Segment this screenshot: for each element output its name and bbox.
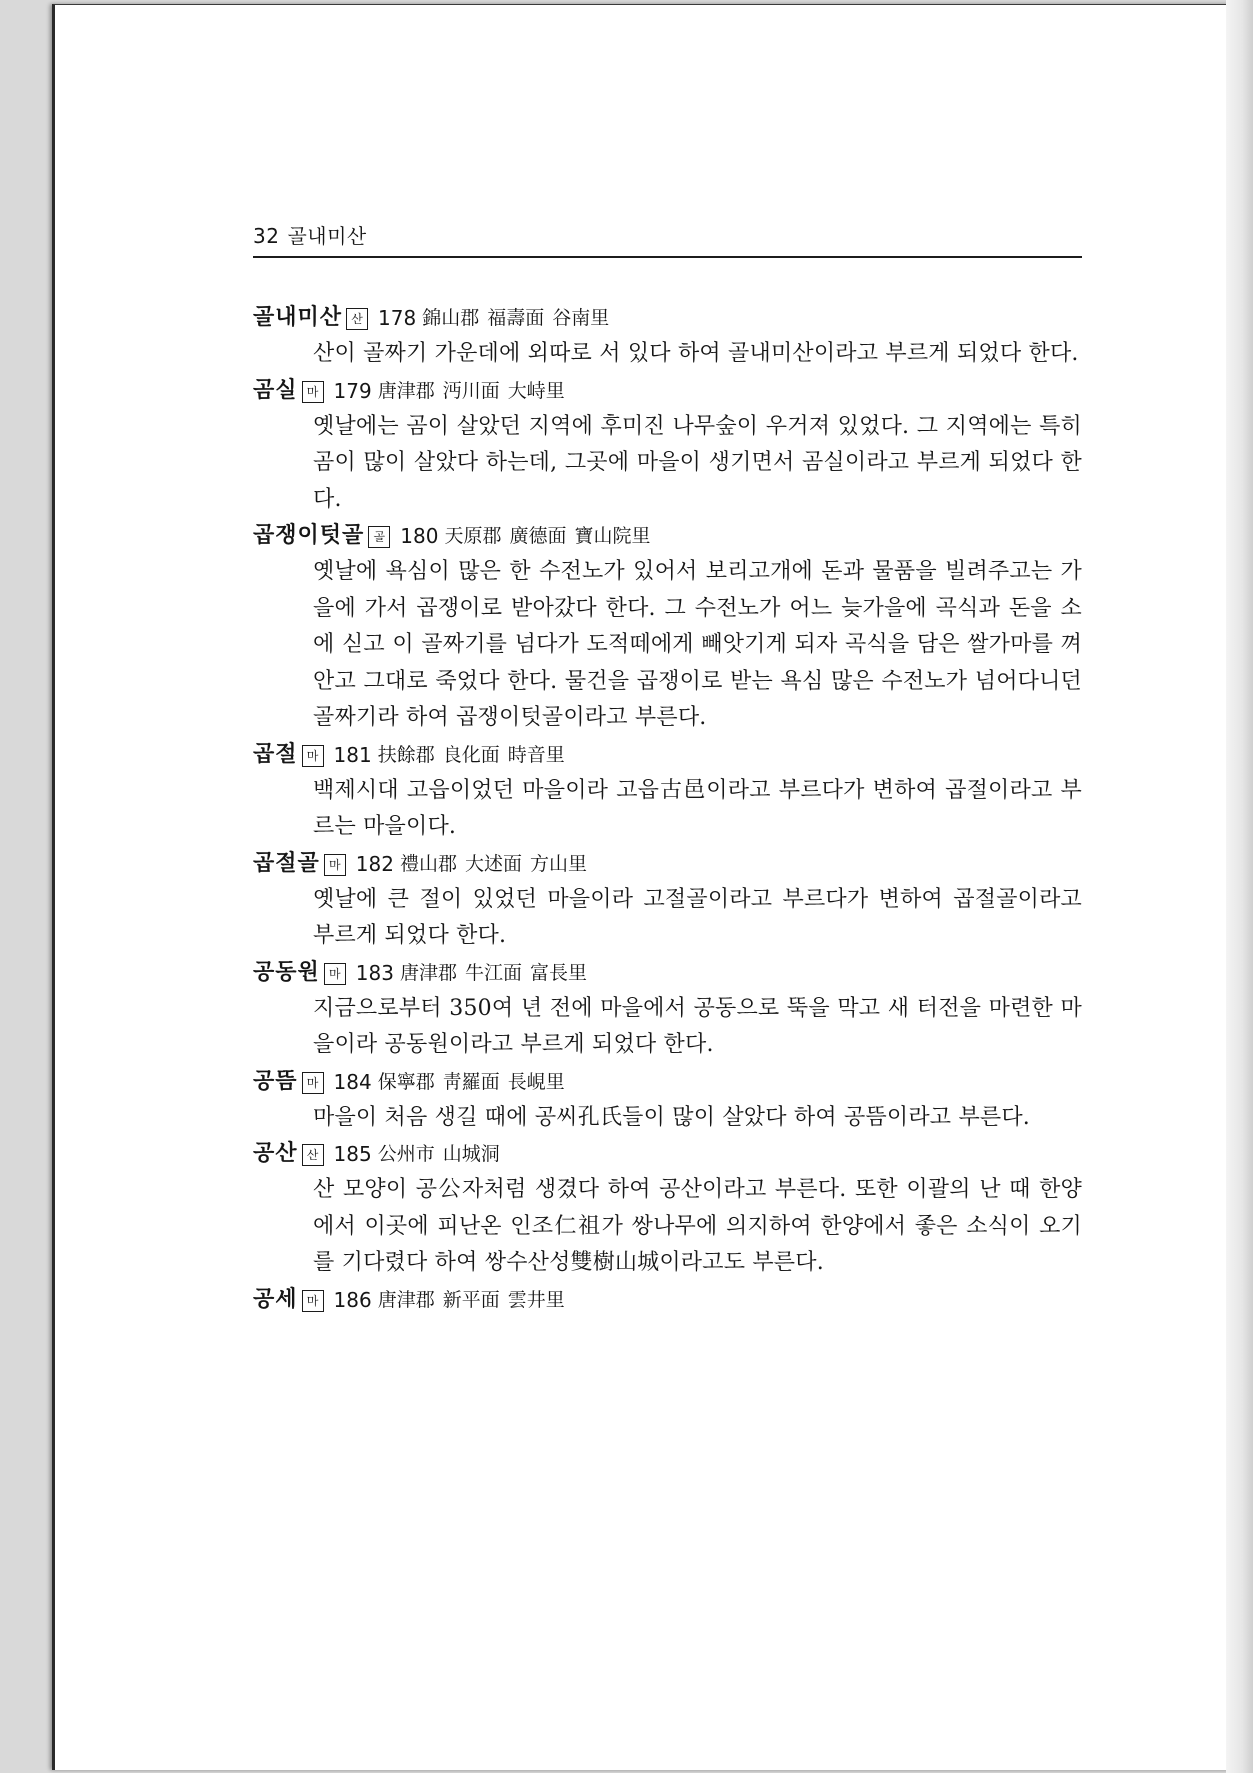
dictionary-entry	[253, 300, 1082, 373]
category-icon: 마	[302, 381, 324, 403]
dictionary-entry	[253, 1136, 1082, 1282]
entry-county: 唐津郡	[399, 961, 457, 984]
entry-text: 백제시대 고읍이었던 마을이라 고읍古邑이라고 부르다가 변하여 곱절이라고 부르는 마을이다.	[313, 777, 1082, 839]
category-icon: 마	[302, 1290, 324, 1312]
entry-text: 옛날에는 곰이 살았던 지역에 후미진 나무숲이 우거져 있었다. 그 지역에는 특히 곰이 많이 살았다 하는데, 그곳에 마을이 생기면서 곰실이라고 부르게 되었다 한다.	[313, 413, 1082, 512]
category-icon: 골	[368, 526, 390, 548]
entry-text: 마을이 처음 생길 때에 공씨孔氏들이 많이 살았다 하여 공뜸이라고 부른다.	[313, 1104, 1030, 1130]
category-icon: 산	[302, 1144, 324, 1166]
entry-headword: 곱쟁이텃골	[253, 523, 365, 548]
entry-village: 時音里	[507, 743, 565, 766]
entry-headline	[253, 373, 1082, 409]
entry-headword: 공뜸	[253, 1068, 298, 1094]
entry-village: 大峙里	[507, 379, 565, 402]
entry-township: 良化面	[442, 743, 500, 766]
entry-headword: 골내미산	[253, 305, 343, 330]
entry-county: 扶餘郡	[377, 743, 435, 766]
entry-county: 唐津郡	[377, 379, 435, 402]
entry-number: 183	[355, 960, 394, 985]
entry-township: 廣德面	[509, 525, 567, 547]
entry-county: 錦山郡	[422, 307, 480, 329]
dictionary-entry	[253, 737, 1082, 846]
dictionary-entry	[253, 1064, 1082, 1137]
entry-village: 方山里	[529, 852, 587, 875]
entry-county: 禮山郡	[399, 852, 457, 875]
dictionary-entry	[253, 1282, 1082, 1318]
entry-village: 長峴里	[507, 1070, 565, 1093]
entry-county: 天原郡	[444, 525, 502, 547]
entry-headword: 공세	[253, 1286, 298, 1312]
entry-number: 180	[400, 524, 439, 548]
entry-number: 186	[333, 1287, 372, 1312]
dictionary-entry	[253, 518, 1082, 737]
entry-headword: 공동원	[253, 959, 320, 985]
entry-text: 산 모양이 공公자처럼 생겼다 하여 공산이라고 부른다. 또한 이괄의 난 때 한양에서 이곳에 피난온 인조仁祖가 쌍나무에 의지하여 한양에서 좋은 소식이 오기를 기다렸다 하여 쌍수산성雙樹山城이라고도 부른다.	[313, 1177, 1082, 1275]
entry-headline	[253, 737, 1082, 773]
entry-list	[253, 300, 1082, 1318]
entry-number: 181	[333, 742, 372, 767]
page-content	[253, 222, 1082, 1318]
entry-county: 保寧郡	[377, 1070, 435, 1093]
entry-headword: 곱절골	[253, 850, 320, 876]
entry-headline	[253, 846, 1082, 882]
entry-township: 沔川面	[442, 379, 500, 402]
entry-headline	[253, 1282, 1082, 1318]
entry-township: 新平面	[442, 1288, 500, 1311]
entry-headword: 곰실	[253, 377, 298, 403]
entry-headword: 공산	[253, 1141, 298, 1166]
entry-headline	[253, 518, 1082, 554]
entry-township: 山城洞	[442, 1143, 500, 1165]
entry-village: 寶山院里	[574, 525, 651, 547]
category-icon: 마	[324, 854, 346, 876]
entry-headword: 곱절	[253, 741, 298, 767]
page-number: 32	[253, 224, 280, 248]
entry-township: 大述面	[464, 852, 522, 875]
category-icon: 마	[302, 1072, 324, 1094]
entry-text: 지금으로부터 350여 년 전에 마을에서 공동으로 뚝을 막고 새 터전을 마련한 마을이라 공동원이라고 부르게 되었다 한다.	[313, 995, 1082, 1057]
category-icon: 마	[324, 963, 346, 985]
entry-text: 옛날에 욕심이 많은 한 수전노가 있어서 보리고개에 돈과 물품을 빌려주고는 가을에 가서 곱쟁이로 받아갔다 한다. 그 수전노가 어느 늦가을에 곡식과 돈을 소에 싣고 이 골짜기를 넘다가 도적떼에게 빼앗기게 되자 곡식을 담은 쌀가마를 껴안고 그대로 죽었다 한다. 물건을 곱쟁이로 받는 욕심 많은 수전노가 넘어다니던 골짜기라 하여 곱쟁이텃골이라고 부른다.	[313, 559, 1082, 730]
running-head	[253, 222, 1082, 258]
entry-headline	[253, 1136, 1082, 1172]
dictionary-entry	[253, 846, 1082, 955]
entry-number: 184	[333, 1069, 372, 1094]
entry-headline	[253, 1064, 1082, 1100]
entry-number: 185	[333, 1142, 372, 1166]
section-title: 골내미산	[287, 224, 367, 248]
entry-text: 옛날에 큰 절이 있었던 마을이라 고절골이라고 부르다가 변하여 곱절골이라고 부르게 되었다 한다.	[313, 886, 1082, 948]
entry-county: 唐津郡	[377, 1288, 435, 1311]
dictionary-entry	[253, 955, 1082, 1064]
dictionary-entry	[253, 373, 1082, 519]
page-edge	[1226, 0, 1253, 1773]
entry-village: 雲井里	[507, 1288, 565, 1311]
entry-township: 福壽面	[487, 307, 545, 329]
entry-township: 靑羅面	[442, 1070, 500, 1093]
entry-number: 178	[378, 306, 417, 330]
entry-number: 179	[333, 378, 372, 403]
entry-number: 182	[355, 851, 394, 876]
entry-headline	[253, 955, 1082, 991]
category-icon: 산	[346, 308, 368, 330]
entry-county: 公州市	[377, 1143, 435, 1165]
entry-text: 산이 골짜기 가운데에 외따로 서 있다 하여 골내미산이라고 부르게 되었다 한다.	[313, 341, 1079, 366]
entry-headline	[253, 300, 1082, 336]
entry-village: 富長里	[529, 961, 587, 984]
entry-township: 牛江面	[464, 961, 522, 984]
category-icon: 마	[302, 745, 324, 767]
entry-village: 谷南里	[552, 307, 610, 329]
